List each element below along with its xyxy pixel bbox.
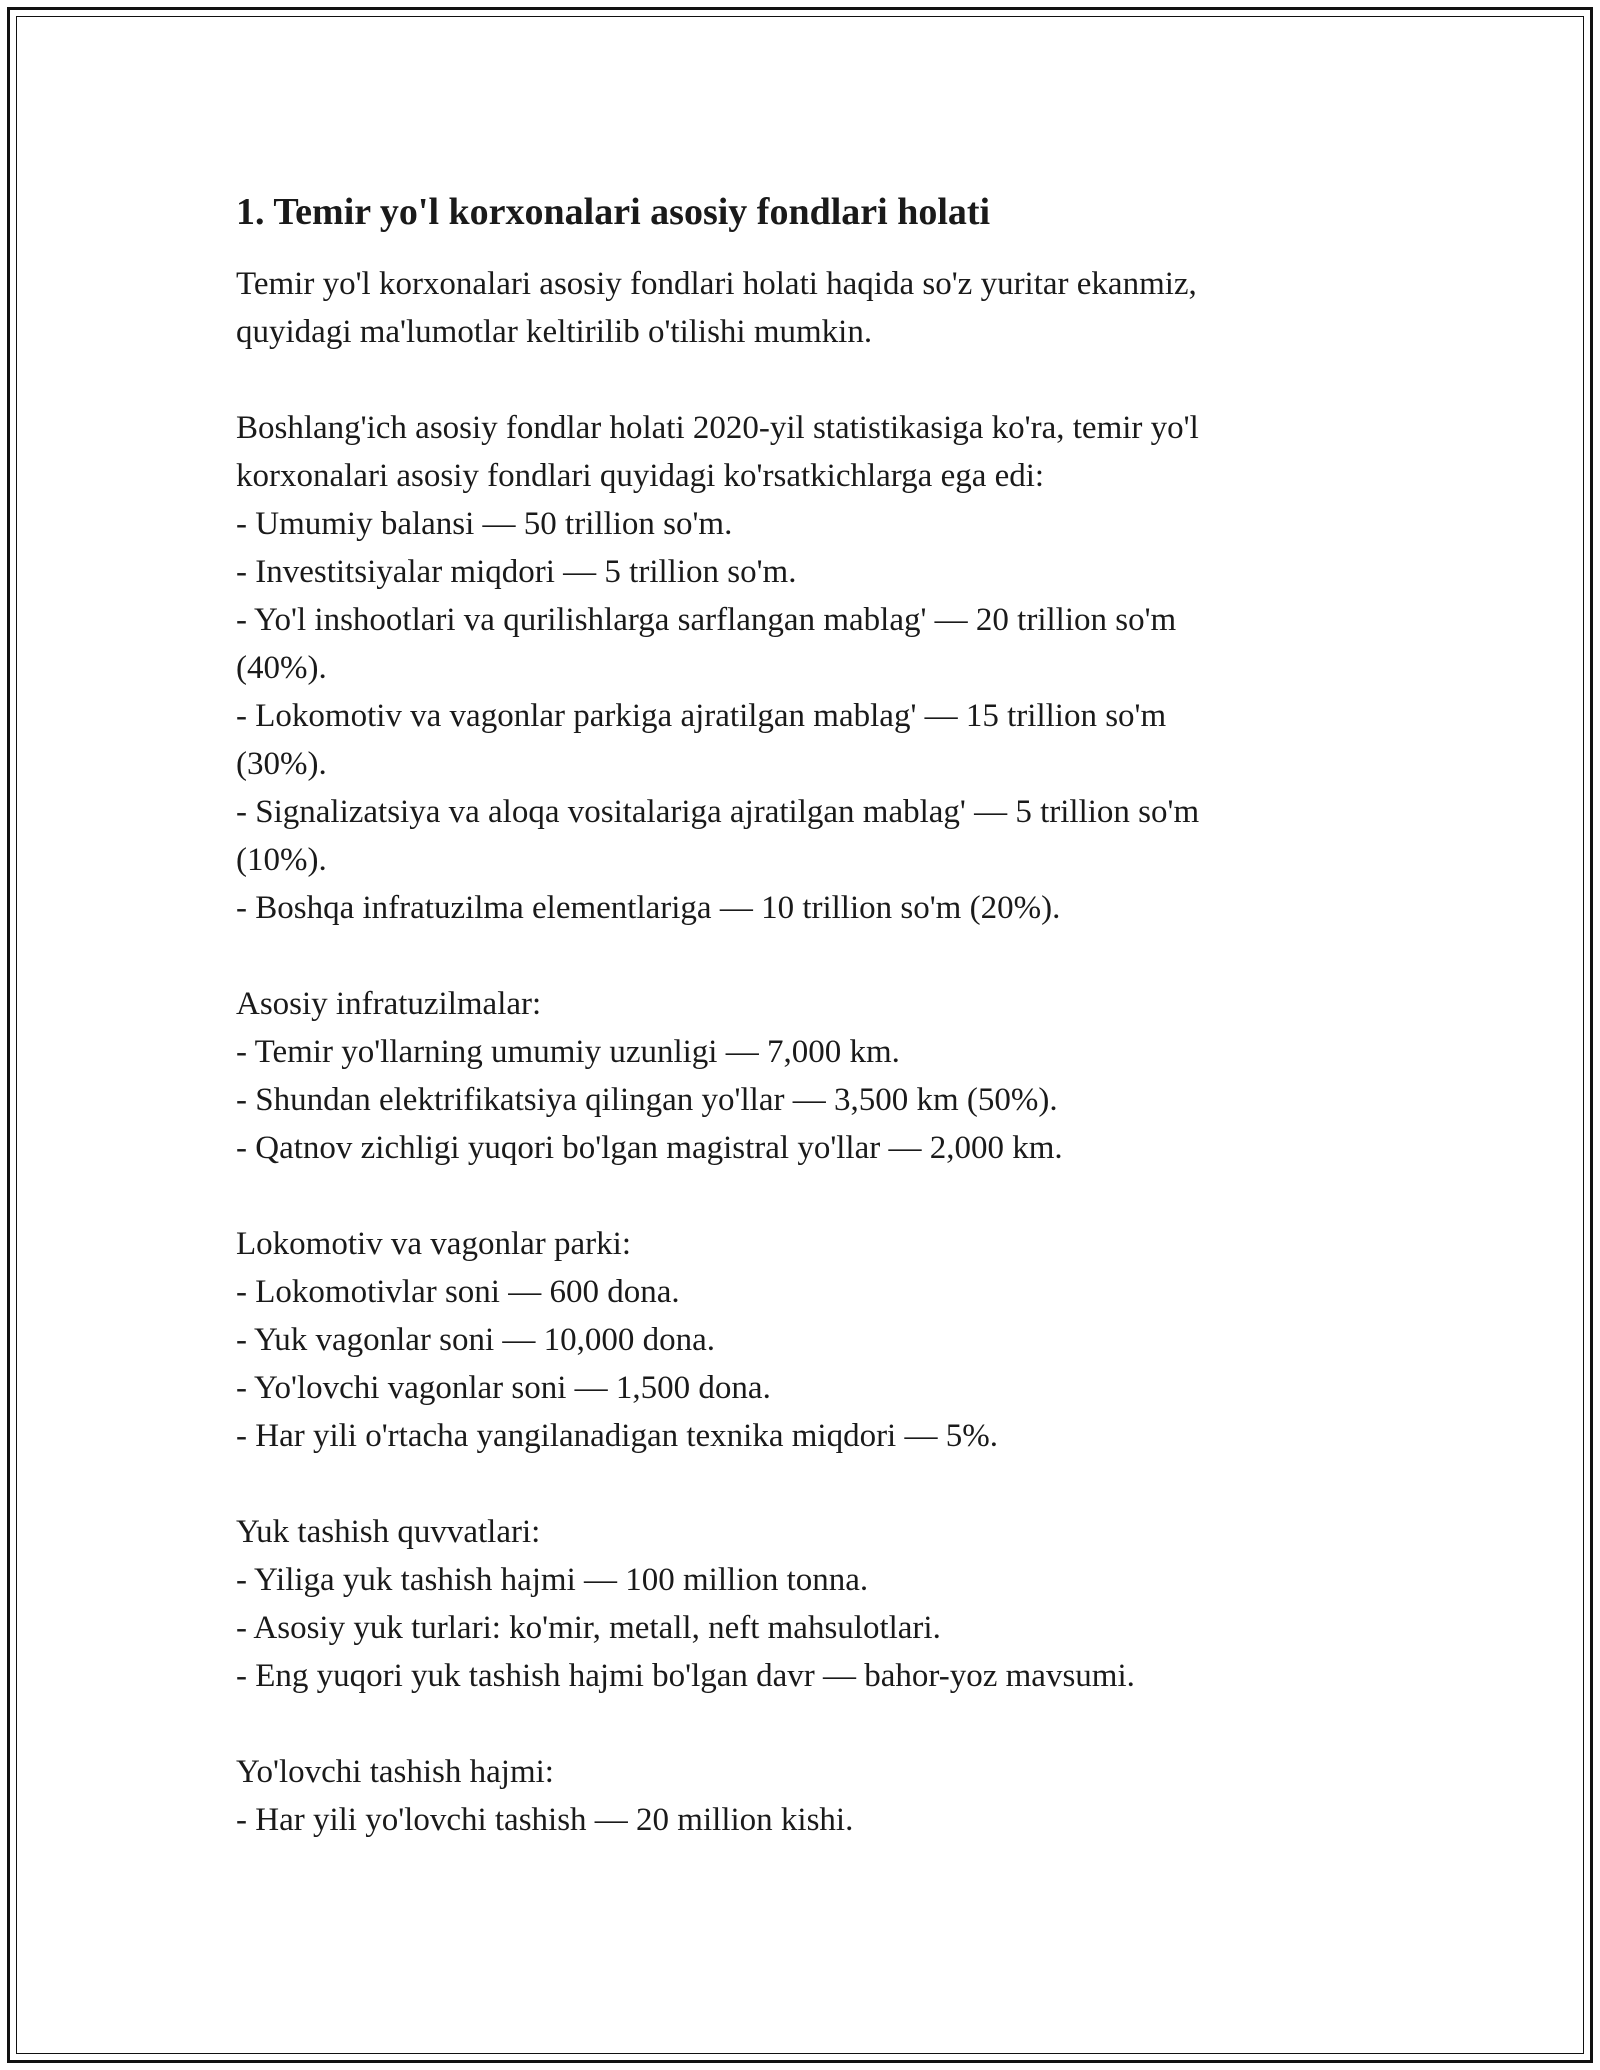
- text-line: korxonalari asosiy fondlari quyidagi ko'rsatkichlarga ega edi:: [236, 458, 1045, 494]
- funds-section: [236, 404, 1366, 932]
- list-item: - Yuk vagonlar soni — 10,000 dona.: [236, 1322, 716, 1358]
- section-heading: Asosiy infratuzilmalar:: [236, 986, 542, 1022]
- infrastructure-section: [236, 980, 1366, 1172]
- list-item-continuation: (30%).: [236, 746, 327, 782]
- list-item: - Temir yo'llarning umumiy uzunligi — 7,000 km.: [236, 1034, 900, 1070]
- freight-section: [236, 1508, 1366, 1700]
- list-item: - Umumiy balansi — 50 trillion so'm.: [236, 506, 733, 542]
- list-item: - Qatnov zichligi yuqori bo'lgan magistral yo'llar — 2,000 km.: [236, 1130, 1063, 1166]
- intro-paragraph: [236, 260, 1366, 356]
- list-item: - Shundan elektrifikatsiya qilingan yo'llar — 3,500 km (50%).: [236, 1082, 1058, 1118]
- list-item: - Yo'l inshootlari va qurilishlarga sarflangan mablag' — 20 trillion so'm: [236, 602, 1177, 638]
- list-item: - Yo'lovchi vagonlar soni — 1,500 dona.: [236, 1370, 771, 1406]
- text-line: quyidagi ma'lumotlar keltirilib o'tilishi mumkin.: [236, 314, 873, 350]
- section-heading: Lokomotiv va vagonlar parki:: [236, 1226, 631, 1262]
- list-item: - Har yili o'rtacha yangilanadigan texnika miqdori — 5%.: [236, 1418, 998, 1454]
- page-title: 1. Temir yo'l korxonalari asosiy fondlari holati: [236, 191, 991, 233]
- list-item: - Lokomotiv va vagonlar parkiga ajratilgan mablag' — 15 trillion so'm: [236, 698, 1167, 734]
- document-body: [236, 186, 1366, 1892]
- rolling-stock-section: [236, 1220, 1366, 1460]
- list-item-continuation: (40%).: [236, 650, 327, 686]
- list-item-continuation: (10%).: [236, 842, 327, 878]
- text-line: Boshlang'ich asosiy fondlar holati 2020-yil statistikasiga ko'ra, temir yo'l: [236, 410, 1199, 446]
- list-item: - Signalizatsiya va aloqa vositalariga ajratilgan mablag' — 5 trillion so'm: [236, 794, 1200, 830]
- section-heading: Yuk tashish quvvatlari:: [236, 1514, 541, 1550]
- section-heading: Yo'lovchi tashish hajmi:: [236, 1754, 554, 1790]
- list-item: - Yiliga yuk tashish hajmi — 100 million tonna.: [236, 1562, 869, 1598]
- list-item: - Lokomotivlar soni — 600 dona.: [236, 1274, 680, 1310]
- passengers-section: [236, 1748, 1366, 1844]
- list-item: - Asosiy yuk turlari: ko'mir, metall, neft mahsulotlari.: [236, 1610, 941, 1646]
- list-item: - Har yili yo'lovchi tashish — 20 million kishi.: [236, 1802, 854, 1838]
- list-item: - Eng yuqori yuk tashish hajmi bo'lgan davr — bahor-yoz mavsumi.: [236, 1658, 1135, 1694]
- text-line: Temir yo'l korxonalari asosiy fondlari holati haqida so'z yuritar ekanmiz,: [236, 266, 1197, 302]
- list-item: - Boshqa infratuzilma elementlariga — 10 trillion so'm (20%).: [236, 890, 1061, 926]
- list-item: - Investitsiyalar miqdori — 5 trillion so'm.: [236, 554, 797, 590]
